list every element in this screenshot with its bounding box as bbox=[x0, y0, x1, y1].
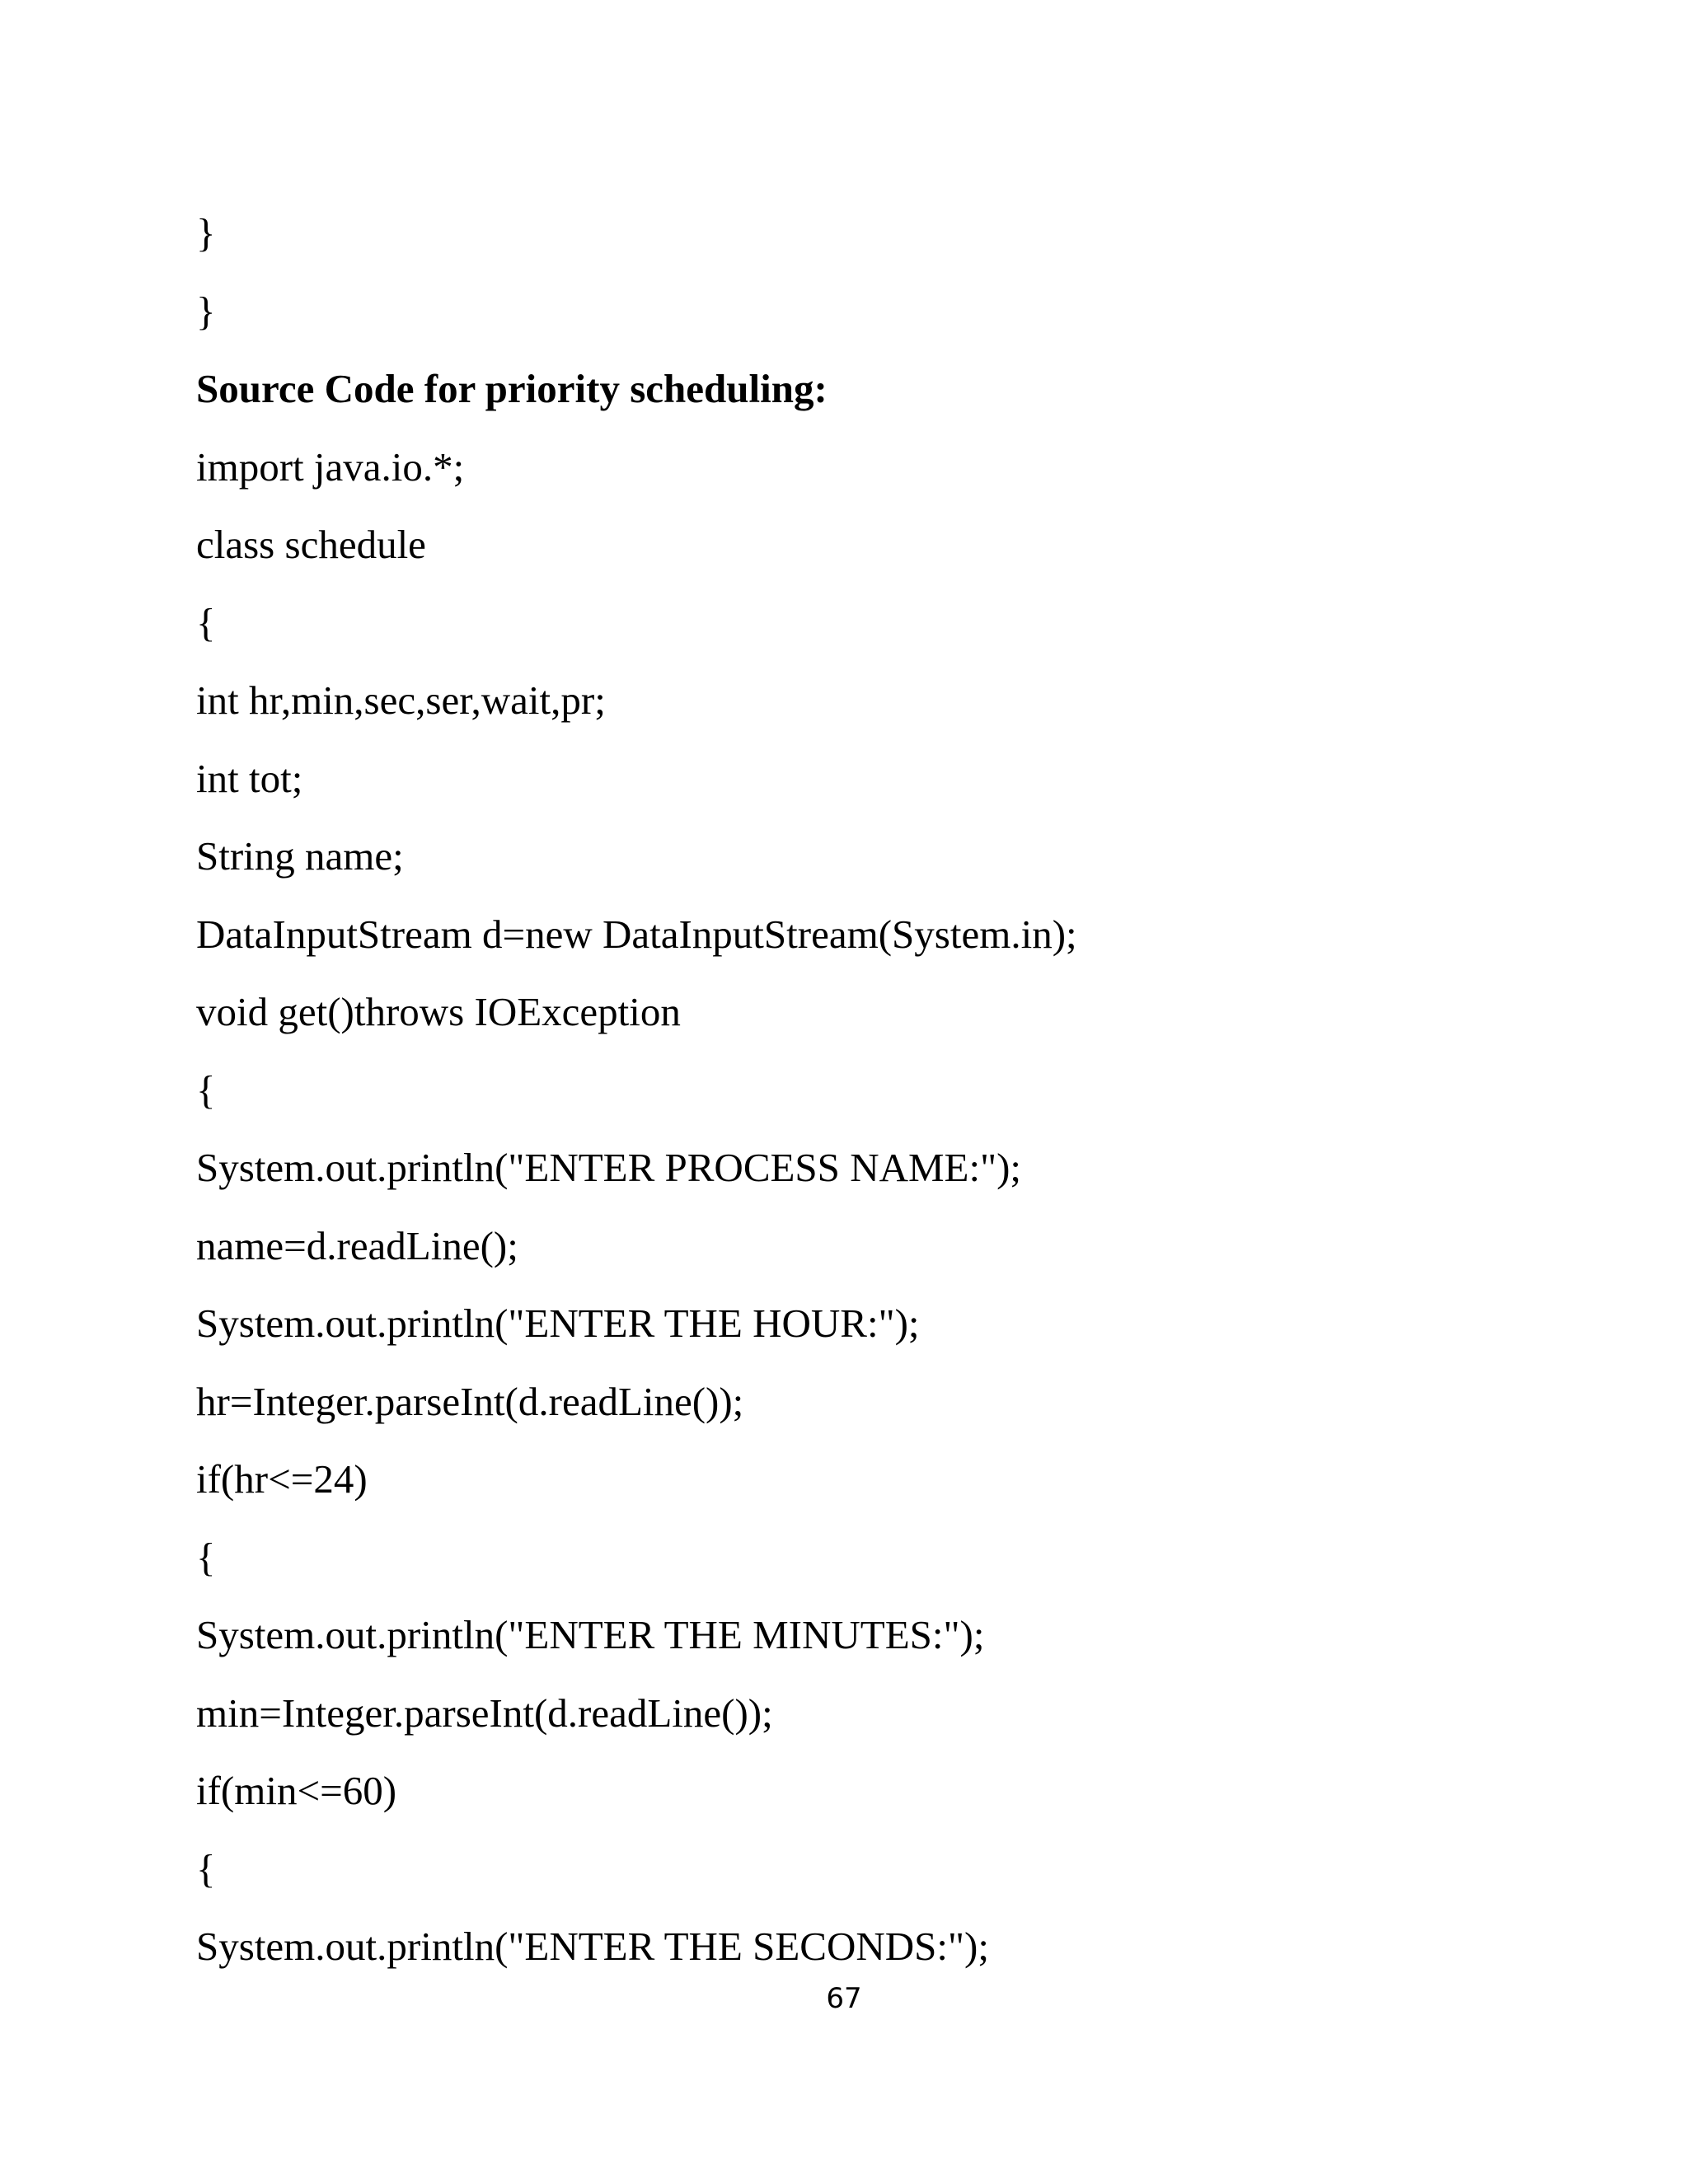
page-number: 67 bbox=[826, 1982, 862, 2015]
code-line: { bbox=[196, 1534, 216, 1580]
code-line: min=Integer.parseInt(d.readLine()); bbox=[196, 1690, 773, 1736]
code-line: int hr,min,sec,ser,wait,pr; bbox=[196, 677, 606, 723]
code-line: hr=Integer.parseInt(d.readLine()); bbox=[196, 1378, 744, 1424]
code-line: if(min<=60) bbox=[196, 1768, 397, 1813]
code-line: DataInputStream d=new DataInputStream(System.in); bbox=[196, 911, 1077, 957]
code-line: System.out.println("ENTER THE MINUTES:"); bbox=[196, 1612, 985, 1657]
code-line: void get()throws IOException bbox=[196, 989, 681, 1034]
page-content bbox=[196, 194, 1515, 1986]
code-line: System.out.println("ENTER THE HOUR:"); bbox=[196, 1301, 920, 1346]
code-line: System.out.println("ENTER PROCESS NAME:"); bbox=[196, 1145, 1022, 1190]
code-line: String name; bbox=[196, 833, 404, 879]
code-line: import java.io.*; bbox=[196, 443, 465, 490]
code-line: { bbox=[196, 1066, 216, 1113]
code-line: } bbox=[196, 210, 216, 255]
code-line: { bbox=[196, 599, 216, 645]
code-line: if(hr<=24) bbox=[196, 1456, 368, 1502]
code-line: { bbox=[196, 1845, 216, 1891]
code-line: name=d.readLine(); bbox=[196, 1222, 518, 1268]
code-line: int tot; bbox=[196, 755, 303, 801]
code-line: System.out.println("ENTER THE SECONDS:"); bbox=[196, 1924, 989, 1969]
code-line: } bbox=[196, 288, 216, 334]
code-line: class schedule bbox=[196, 522, 426, 567]
section-heading: Source Code for priority scheduling: bbox=[196, 366, 828, 411]
